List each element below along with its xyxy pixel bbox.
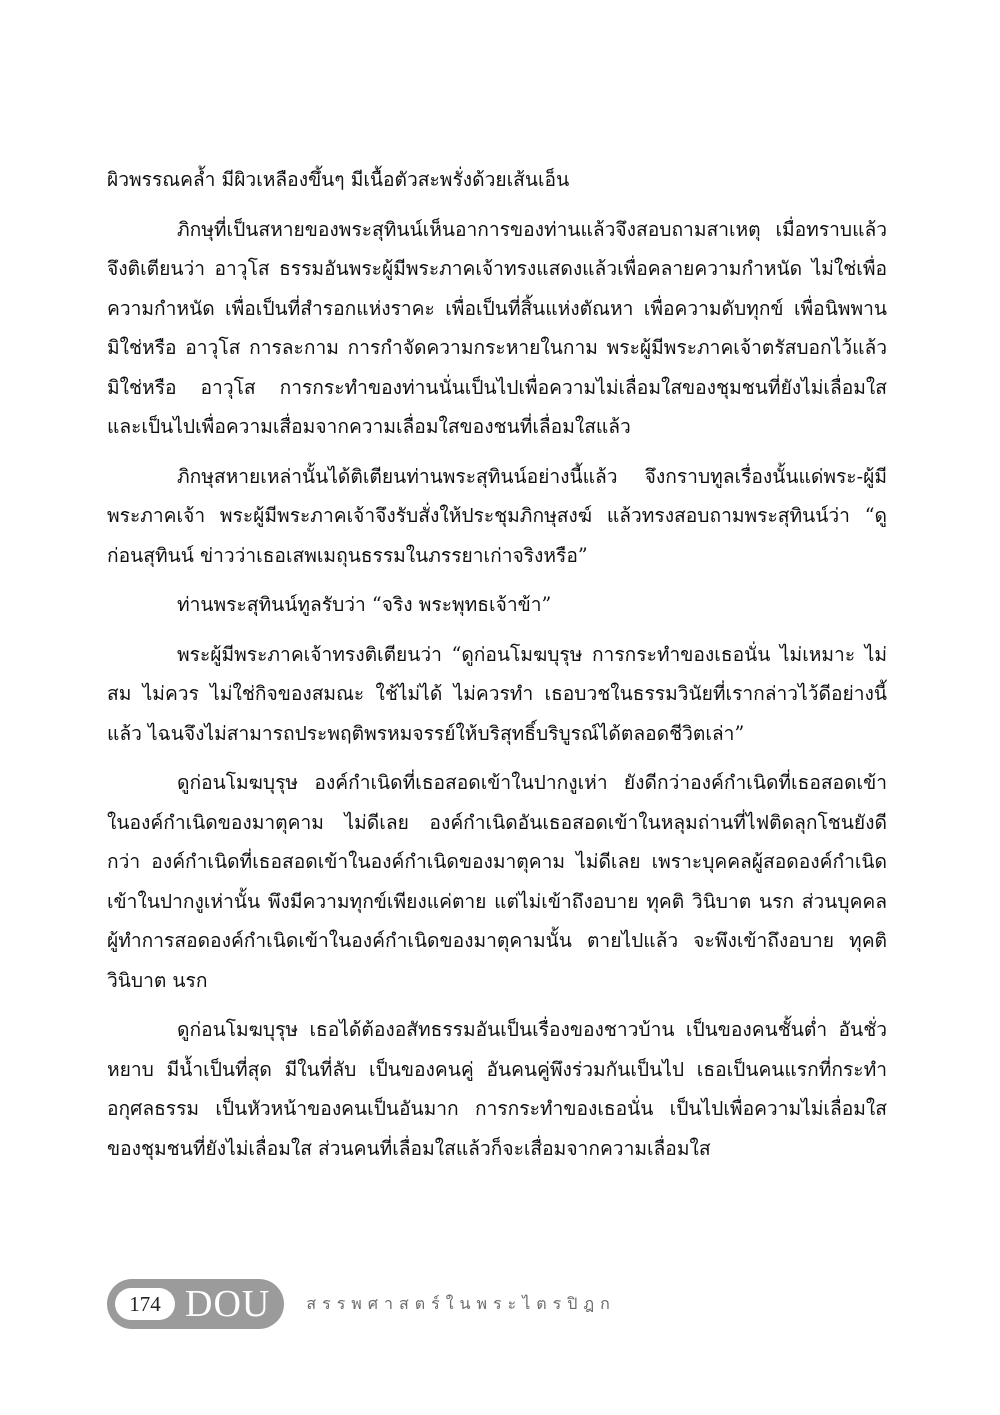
page-body — [107, 160, 887, 1178]
running-title: สรรพศาสตร์ในพระไตรปิฎก — [306, 1293, 616, 1313]
paragraph: ดูก่อนโมฆบุรุษ เธอได้ต้องอสัทธรรมอันเป็นเรื่องของชาวบ้าน เป็นของคนชั้นต่ำ อันชั่วหยาบ มีน้ำเป็นที่สุด มีในที่ลับ เป็นของคนคู่ อันคนคู่พึงร่วมกันเป็นไป เธอเป็นคนแรกที่กระทำอกุศลธรรม เป็นหัวหน้าของคนเป็นอันมาก การกระทำของเธอนั่น เป็นไปเพื่อความไม่เลื่อมใสของชุมชนที่ยังไม่เลื่อมใส ส่วนคนที่เลื่อมใสแล้วก็จะเสื่อมจากความเลื่อมใส — [107, 1018, 887, 1160]
paragraph-continuation: ผิวพรรณคล้ำ มีผิวเหลืองขึ้นๆ มีเนื้อตัวสะพรั่งด้วยเส้นเอ็น — [107, 168, 570, 191]
paragraph: ภิกษุสหายเหล่านั้นได้ติเตียนท่านพระสุทินน์อย่างนี้แล้ว จึงกราบทูลเรื่องนั้นแด่พระ-ผู้มีพระภาคเจ้า พระผู้มีพระภาคเจ้าจึงรับสั่งให้ประชุมภิกษุสงฆ์ แล้วทรงสอบถามพระสุทินน์ว่า “ดูก่อนสุทินน์ ข่าวว่าเธอเสพเมถุนธรรมในภรรยาเก่าจริงหรือ” — [107, 464, 887, 567]
paragraph: พระผู้มีพระภาคเจ้าทรงติเตียนว่า “ดูก่อนโมฆบุรุษ การกระทำของเธอนั่น ไม่เหมาะ ไม่สม ไม่ควร ไม่ใช่กิจของสมณะ ใช้ไม่ได้ ไม่ควรทำ เธอบวชในธรรมวินัยที่เรากล่าวไว้ดีอย่างนี้แล้ว ไฉนจึงไม่สามารถประพฤติพรหมจรรย์ให้บริสุทธิ์บริบูรณ์ได้ตลอดชีวิตเล่า” — [107, 642, 887, 745]
brand-logo-text: DOU — [185, 1283, 271, 1325]
paragraph: ภิกษุที่เป็นสหายของพระสุทินน์เห็นอาการของท่านแล้วจึงสอบถามสาเหตุ เมื่อทราบแล้วจึงติเตียนว่า อาวุโส ธรรมอันพระผู้มีพระภาคเจ้าทรงแสดงแล้วเพื่อคลายความกำหนัด ไม่ใช่เพื่อความกำหนัด เพื่อเป็นที่สำรอกแห่งราคะ เพื่อเป็นที่สิ้นแห่งตัณหา เพื่อความดับทุกข์ เพื่อนิพพานมิใช่หรือ อาวุโส การละกาม การกำจัดความกระหายในกาม พระผู้มีพระภาคเจ้าตรัสบอกไว้แล้วมิใช่หรือ อาวุโส การกระทำของท่านนั่นเป็นไปเพื่อความไม่เลื่อมใสของชุมชนที่ยังไม่เลื่อมใส และเป็นไปเพื่อความเสื่อมจากความเลื่อมใสของชนที่เลื่อมใสแล้ว — [107, 217, 887, 438]
page-footer — [107, 1279, 616, 1329]
footer-badge — [107, 1279, 284, 1329]
paragraph: ดูก่อนโมฆบุรุษ องค์กำเนิดที่เธอสอดเข้าในปากงูเห่า ยังดีกว่าองค์กำเนิดที่เธอสอดเข้าในองค์กำเนิดของมาตุคาม ไม่ดีเลย องค์กำเนิดอันเธอสอดเข้าในหลุมถ่านที่ไฟติดลุกโชนยังดีกว่า องค์กำเนิดที่เธอสอดเข้าในองค์กำเนิดของมาตุคาม ไม่ดีเลย เพราะบุคคลผู้สอดองค์กำเนิดเข้าในปากงูเห่านั้น พึงมีความทุกข์เพียงแค่ตาย แต่ไม่เข้าถึงอบาย ทุคติ วินิบาต นรก ส่วนบุคคลผู้ทำการสอดองค์กำเนิดเข้าในองค์กำเนิดของมาตุคามนั้น ตายไปแล้ว จะพึงเข้าถึงอบาย ทุคติ วินิบาต นรก — [107, 771, 887, 992]
paragraph: ท่านพระสุทินน์ทูลรับว่า “จริง พระพุทธเจ้าข้า” — [177, 593, 552, 616]
page-number: 174 — [115, 1288, 175, 1320]
